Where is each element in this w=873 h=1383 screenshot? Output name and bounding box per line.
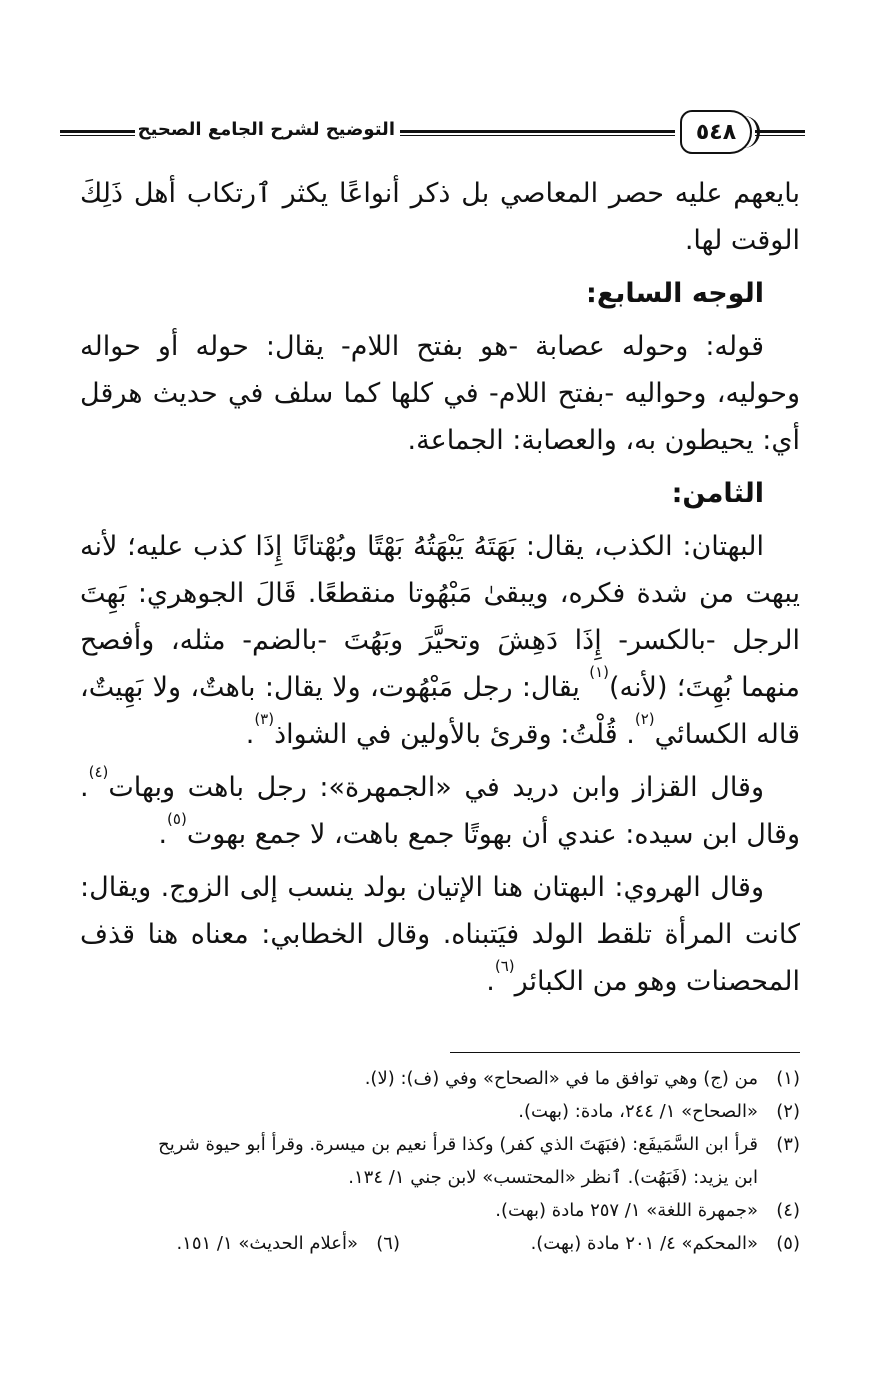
paragraph-5-part-a: وقال الهروي: البهتان هنا الإتيان بولد ينسب إلى الزوج. ويقال: كانت المرأة تلقط الولد فيَتبناه. وقال الخطابي: معناه هنا قذف المحصنات وهو من الكبائر <box>80 872 800 997</box>
paragraph-3-part-a: البهتان: الكذب، يقال: بَهَتَهُ يَبْهَتُهُ بَهْتًا وبُهْتانًا إِذَا كذب عليه؛ لأنه يبهت من شدة فكره، ويبقىٰ مَبْهُوتا منقطعًا. قَالَ الجوهري: بَهِتَ الرجل -بالكسر- إِذَا دَهِشَ وتحيَّرَ وبَهُتَ -بالضم- مثله، وأفصح منهما بُهِتَ؛ (لأنه) <box>80 531 800 703</box>
paragraph-4-part-c: . <box>158 819 168 850</box>
footnote-text: «الصحاح» ١/ ٢٤٤، مادة: (بهت). <box>518 1101 758 1122</box>
header-rule-left <box>60 130 135 136</box>
section-heading-seventh: الوجه السابع: <box>586 278 764 309</box>
paragraph-1: بايعهم عليه حصر المعاصي بل ذكر أنواعًا يكثر ٱرتكاب أهل ذَلِكَ الوقت لها. <box>80 178 800 256</box>
header-rule-middle <box>400 130 675 136</box>
section-heading-eighth: الثامن: <box>671 478 764 509</box>
footnote-3-continuation <box>80 1161 800 1194</box>
footnote-6 <box>176 1227 400 1260</box>
footnote-3 <box>80 1128 800 1161</box>
footnote-ref-1[interactable]: (١) <box>589 663 610 681</box>
footnote-ref-6[interactable]: (٦) <box>494 957 515 975</box>
footnote-number: (٣) <box>776 1134 800 1155</box>
page-number-badge <box>680 110 752 154</box>
paragraph-2: قوله: وحوله عصابة -هو بفتح اللام- يقال: حوله أو حواله وحوليه، وحواليه -بفتح اللام- في كلها كما سلف في حديث هرقل أي: يحيطون به، والعصابة: الجماعة. <box>80 331 800 456</box>
paragraph-3-part-d: . <box>245 719 255 750</box>
footnote-number: (٥) <box>776 1233 800 1254</box>
paragraph-3-part-b: يقال: رجل مَبْهُوت، ولا يقال: باهتٌ، ولا بَهِيتٌ، قاله الكسائي <box>80 672 800 750</box>
paragraph-4-part-b: . وقال ابن سيده: عندي أن بهوتًا جمع باهت، لا جمع بهوت <box>80 772 800 850</box>
footnotes-5-6 <box>80 1227 800 1260</box>
main-text <box>80 170 800 1005</box>
footnote-2 <box>80 1095 800 1128</box>
footnotes <box>80 1062 800 1260</box>
paragraph-3-part-c: . قُلْتُ: وقرئ بالأولين في الشواذ <box>274 719 635 750</box>
footnote-text: «المحكم» ٤/ ٢٠١ مادة (بهت). <box>530 1233 758 1254</box>
footnote-text: «جمهرة اللغة» ١/ ٢٥٧ مادة (بهت). <box>495 1200 758 1221</box>
paragraph-4 <box>80 764 800 858</box>
footnote-separator <box>450 1052 800 1053</box>
running-title: التوضيح لشرح الجامع الصحيح <box>137 119 395 140</box>
footnote-number: (٤) <box>776 1200 800 1221</box>
footnote-text: ابن يزيد: (فَبَهُت). ٱنظر «المحتسب» لابن جني ١/ ١٣٤. <box>348 1167 758 1188</box>
footnote-ref-3[interactable]: (٣) <box>254 710 275 728</box>
footnote-number: (٦) <box>376 1233 400 1254</box>
footnote-text: قرأ ابن السَّمَيفَع: (فبَهَتَ الذي كفر) وكذا قرأ نعيم بن ميسرة. وقرأ أبو حيوة شريح <box>158 1134 758 1155</box>
page-number: ٥٤٨ <box>695 119 737 145</box>
footnote-number: (١) <box>776 1068 800 1089</box>
paragraph-4-part-a: وقال القزاز وابن دريد في «الجمهرة»: رجل باهت وبهات <box>108 772 764 803</box>
header-rule-right <box>755 130 805 136</box>
paragraph-5-part-b: . <box>486 966 495 997</box>
footnote-text: من (ج) وهي توافق ما في «الصحاح» وفي (ف): (لا). <box>364 1068 758 1089</box>
footnote-number: (٢) <box>776 1101 800 1122</box>
footnote-text: «أعلام الحديث» ١/ ١٥١. <box>176 1233 358 1254</box>
paragraph-5 <box>80 864 800 1005</box>
paragraph-3 <box>80 523 800 758</box>
footnote-ref-2[interactable]: (٢) <box>634 710 655 728</box>
page-header <box>60 110 805 160</box>
footnote-4 <box>80 1194 800 1227</box>
footnote-ref-4[interactable]: (٤) <box>88 763 109 781</box>
footnote-ref-5[interactable]: (٥) <box>167 810 187 828</box>
footnote-1 <box>80 1062 800 1095</box>
footnote-5 <box>400 1227 800 1260</box>
